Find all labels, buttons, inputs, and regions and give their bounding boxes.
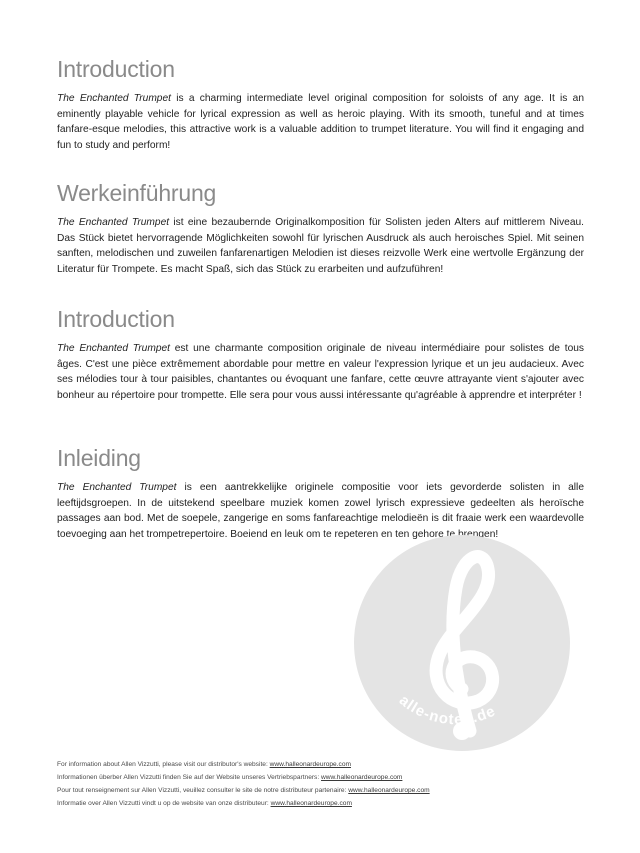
work-title: The Enchanted Trumpet bbox=[57, 93, 171, 104]
section-paragraph bbox=[57, 215, 584, 277]
section-heading: Inleiding bbox=[57, 445, 141, 471]
section-paragraph bbox=[57, 91, 584, 153]
section-heading: Introduction bbox=[57, 306, 175, 332]
section-english bbox=[57, 55, 584, 153]
section-heading: Introduction bbox=[57, 56, 175, 82]
section-paragraph bbox=[57, 341, 584, 403]
work-title: The Enchanted Trumpet bbox=[57, 217, 170, 228]
distributor-link[interactable]: www.halleonardeurope.com bbox=[270, 800, 352, 807]
section-french bbox=[57, 305, 584, 403]
section-german bbox=[57, 179, 584, 277]
distributor-link[interactable]: www.halleonardeurope.com bbox=[269, 761, 351, 768]
footer-line-dutch: Informatie over Allen Vizzutti vindt u op de website van onze distributeur: www.halleonardeurope.com bbox=[57, 800, 352, 807]
section-heading: Werkeinführung bbox=[57, 180, 217, 206]
paragraph-text: is een aantrekkelijke originele compositie voor iets gevorderde solisten in alle leeftijdsgroepen. In de uitstekend speelbare muziek komen zowel lyrisch expressieve gedeelten als heroïsche passages aan bod. Met de soepele, zangerige en soms fanfareachtige melodieën is dit fraaie werk een waardevolle toevoeging aan het trompetrepertoire. Boeiend en leuk om te repeteren en ten gehore te brengen! bbox=[57, 482, 584, 540]
footer-line-french: Pour tout renseignement sur Allen Vizzutti, veuillez consulter le site de notre distributeur partenaire: www.halleonardeurope.com bbox=[57, 787, 430, 794]
footer-line-german: Informationen überber Allen Vizzutti finden Sie auf der Website unseres Vertriebspartners: www.halleonardeurope.com bbox=[57, 774, 403, 781]
section-dutch bbox=[57, 444, 584, 542]
footer-line-english: For information about Allen Vizzutti, please visit our distributor's website: www.halleonardeurope.com bbox=[57, 761, 351, 768]
watermark-text: alle-noten.de bbox=[395, 691, 499, 729]
work-title: The Enchanted Trumpet bbox=[57, 482, 177, 493]
paragraph-text: est une charmante composition originale de niveau intermédiaire pour solistes de tous âges. C'est une pièce extrêmement abordable pour mettre en valeur l'expression lyrique et un jeu audacieux. Avec ses mélodies tour à tour paisibles, chantantes ou évoquant une fanfare, cette œuvre attrayante vient s'ajouter avec bonheur au répertoire pour trompette. Elle sera pour vous aussi intéressante qu'agréable à apprendre et interpréter ! bbox=[57, 343, 584, 401]
treble-clef-watermark-icon bbox=[352, 533, 572, 753]
paragraph-text: is a charming intermediate level original composition for soloists of any age. It is an eminently playable vehicle for lyrical expression as well as heroic playing. With its smooth, tuneful and at times fanfare-esque melodies, this attractive work is a valuable addition to trumpet literature. You will find it engaging and fun to study and perform! bbox=[57, 93, 584, 151]
distributor-link[interactable]: www.halleonardeurope.com bbox=[348, 787, 430, 794]
distributor-link[interactable]: www.halleonardeurope.com bbox=[321, 774, 403, 781]
paragraph-text: ist eine bezaubernde Originalkomposition für Solisten jeden Alters auf mittlerem Niveau. Das Stück bietet hervorragende Möglichkeiten sowohl für lyrischen Ausdruck als auch heroisches Spiel. Mit seinen sanften, melodischen und zuweilen fanfarenartigen Melodien ist dieses reizvolle Werk eine wertvolle Ergänzung der Literatur für Trompete. Es macht Spaß, sich das Stück zu erarbeiten und aufzuführen! bbox=[57, 217, 584, 275]
footer bbox=[57, 758, 597, 810]
work-title: The Enchanted Trumpet bbox=[57, 343, 170, 354]
